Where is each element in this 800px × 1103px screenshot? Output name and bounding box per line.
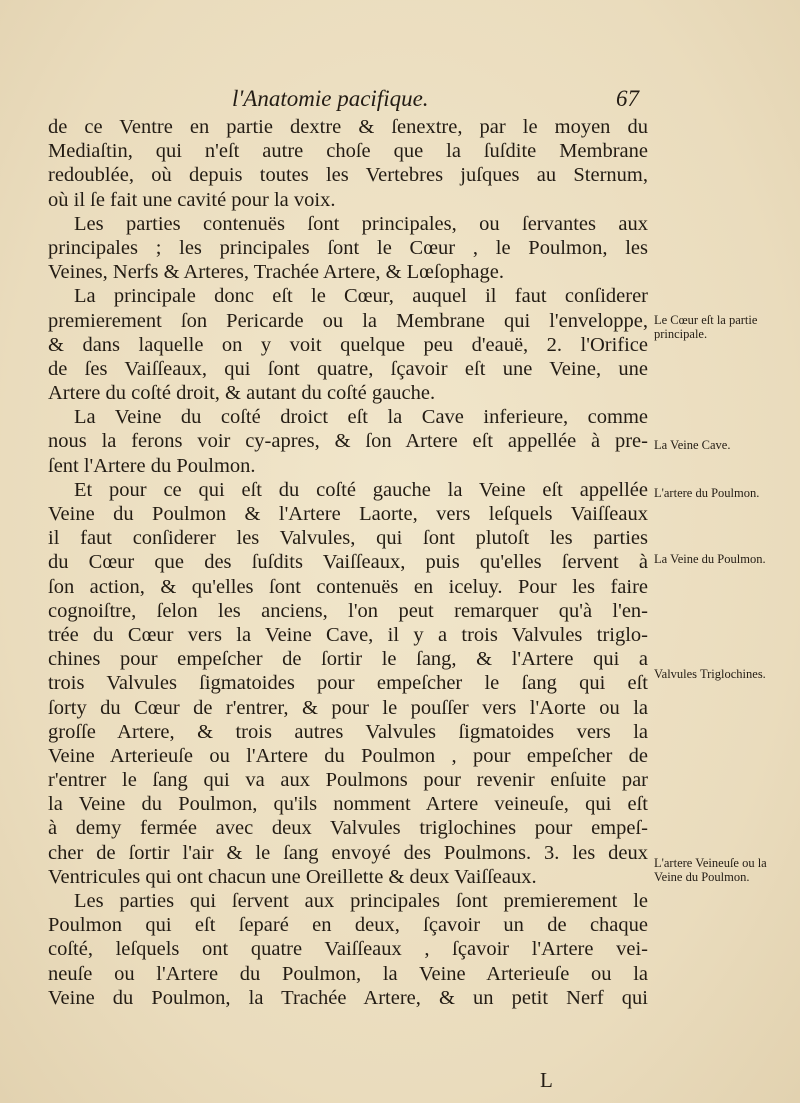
text-line: Poulmon qui eſt ſeparé en deux, ſçavoir un de chaque	[48, 914, 648, 937]
text-line: ſent l'Artere du Poulmon.	[48, 454, 256, 477]
margin-note: L'artere Veineuſe ou la Veine du Poulmon.	[654, 856, 767, 884]
text-line: Veines, Nerfs & Arteres, Trachée Artere, & Lœſophage.	[48, 261, 504, 284]
text-line: Veine du Poulmon & l'Artere Laorte, vers leſquels Vaiſſeaux	[48, 503, 648, 525]
text-line: La principale donc eſt le Cœur, auquel il faut conſiderer	[74, 285, 648, 308]
signature-mark: L	[540, 1068, 553, 1092]
page-header	[0, 86, 800, 118]
text-line: trois Valvules ſigmatoides pour empeſcher le ſang qui eſt	[48, 672, 648, 695]
text-line: neuſe ou l'Artere du Poulmon, la Veine Arterieuſe ou la	[48, 962, 648, 985]
text-line: il faut conſiderer les Valvules, qui ſont plutoſt les parties	[48, 527, 648, 550]
text-line: ſon action, & qu'elles ſont contenuës en iceluy. Pour les faire	[48, 575, 648, 598]
text-line: Veine Arterieuſe ou l'Artere du Poulmon , pour empeſcher de	[48, 744, 648, 767]
text-line: & dans laquelle on y voit quelque peu d'eauë, 2. l'Orifice	[48, 333, 648, 356]
margin-note: Le Cœur eſt la partie principale.	[654, 313, 758, 341]
text-line: coſté, leſquels ont quatre Vaiſſeaux , ſçavoir l'Artere vei-	[48, 938, 648, 961]
text-line: trée du Cœur vers la Veine Cave, il y a trois Valvules triglo-	[48, 623, 648, 646]
text-line: Et pour ce qui eſt du coſté gauche la Veine eſt appellée	[74, 478, 648, 501]
page-number: 67	[616, 86, 639, 111]
text-line: du Cœur que des ſuſdits Vaiſſeaux, puis qu'elles ſervent à	[48, 551, 648, 574]
text-line: Les parties qui ſervent aux principales ſont premierement le	[74, 890, 648, 912]
margin-note: Valvules Triglochines.	[654, 667, 766, 681]
text-line: r'entrer le ſang qui va aux Poulmons pour revenir enſuite par	[48, 769, 648, 792]
text-line: cher de ſortir l'air & le ſang envoyé des Poulmons. 3. les deux	[48, 841, 648, 864]
text-line: principales ; les principales ſont le Cœur , le Poulmon, les	[48, 236, 648, 259]
text-line: Artere du coſté droit, & autant du coſté gauche.	[48, 382, 436, 405]
text-line: la Veine du Poulmon, qu'ils nomment Artere veineuſe, qui eſt	[48, 793, 648, 816]
text-line: Ventricules qui ont chacun une Oreillette & deux Vaiſſeaux.	[48, 865, 537, 888]
text-line: Mediaſtin, qui n'eſt autre choſe que la ſuſdite Membrane	[48, 140, 648, 163]
margin-note: L'artere du Poulmon.	[654, 486, 760, 500]
text-line: premierement ſon Pericarde ou la Membrane qui l'enveloppe,	[48, 309, 648, 332]
margin-note: La Veine Cave.	[654, 438, 731, 452]
text-line: La Veine du coſté droict eſt la Cave inferieure, comme	[74, 406, 648, 429]
running-title: l'Anatomie pacifique.	[232, 86, 429, 111]
margin-note: La Veine du Poulmon.	[654, 552, 766, 566]
text-line: Veine du Poulmon, la Trachée Artere, & un petit Nerf qui	[48, 986, 648, 1009]
text-line: chines pour empeſcher de ſortir le ſang, & l'Artere qui a	[48, 648, 648, 671]
text-line: Les parties contenuës ſont principales, ou ſervantes aux	[74, 212, 648, 235]
text-line: à demy fermée avec deux Valvules triglochines pour empeſ-	[48, 817, 648, 840]
text-line: redoublée, où depuis toutes les Vertebres juſques au Sternum,	[48, 164, 648, 187]
text-line: où il ſe fait une cavité pour la voix.	[48, 188, 336, 211]
text-line: de ſes Vaiſſeaux, qui ſont quatre, ſçavoir eſt une Veine, une	[48, 357, 648, 380]
text-line: ſorty du Cœur de r'entrer, & pour le pouſſer vers l'Aorte ou la	[48, 696, 648, 719]
text-line: nous la ferons voir cy-apres, & ſon Artere eſt appellée à pre-	[48, 430, 648, 453]
text-line: groſſe Artere, & trois autres Valvules ſigmatoides vers la	[48, 720, 648, 743]
body-text	[48, 115, 648, 1010]
text-line: cognoiſtre, ſelon les anciens, l'on peut remarquer qu'à l'en-	[48, 599, 648, 622]
text-line: de ce Ventre en partie dextre & ſenextre, par le moyen du	[48, 116, 648, 138]
